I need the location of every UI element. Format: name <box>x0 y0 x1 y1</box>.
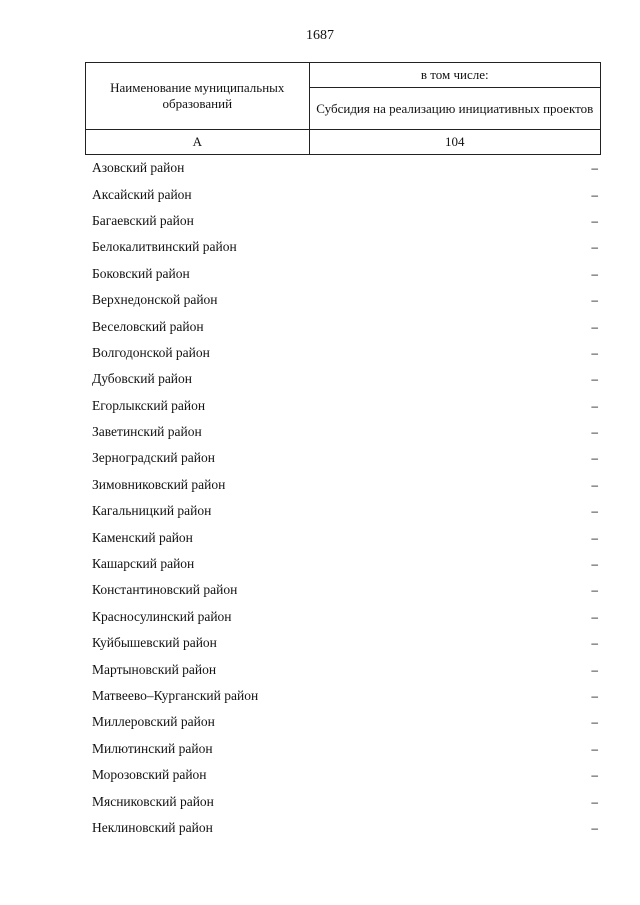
district-name: Каменский район <box>92 529 193 545</box>
district-name: Куйбышевский район <box>92 635 217 651</box>
column-code-a: А <box>86 130 310 155</box>
subsidy-value: – <box>591 662 598 677</box>
table-header <box>85 62 601 155</box>
table-row <box>92 630 598 656</box>
table-row <box>92 524 598 550</box>
subsidy-value: – <box>591 293 598 308</box>
table-row <box>92 181 598 207</box>
subsidy-value: – <box>591 557 598 572</box>
table-row <box>92 762 598 788</box>
subsidy-value: – <box>591 451 598 466</box>
district-name: Зимовниковский район <box>92 476 226 492</box>
subsidy-value: – <box>591 372 598 387</box>
table-row <box>92 683 598 709</box>
district-name: Неклиновский район <box>92 819 213 835</box>
subsidy-value: – <box>591 794 598 809</box>
district-name: Миллеровский район <box>92 714 215 730</box>
page-number: 1687 <box>306 28 334 43</box>
subsidy-value: – <box>591 266 598 281</box>
subsidy-value: – <box>591 477 598 492</box>
district-name: Мартыновский район <box>92 661 217 677</box>
subsidy-value: – <box>591 715 598 730</box>
district-name: Дубовский район <box>92 371 193 387</box>
table-row <box>92 287 598 313</box>
district-name: Кашарский район <box>92 556 195 572</box>
subsidy-value: – <box>591 187 598 202</box>
district-name: Константиновский район <box>92 582 238 598</box>
district-name: Матвеево–Курганский район <box>92 688 259 703</box>
subsidy-value: – <box>591 583 598 598</box>
table-row <box>92 604 598 630</box>
column-code-104: 104 <box>309 130 600 155</box>
table-row <box>92 709 598 735</box>
column-group-title: в том числе: <box>309 63 600 88</box>
district-name: Багаевский район <box>92 212 194 228</box>
table-row <box>92 155 598 181</box>
district-name: Морозовский район <box>92 767 207 783</box>
column-title-municipality: Наименование муниципальных образований <box>86 63 310 130</box>
subsidy-value: – <box>591 398 598 413</box>
district-name: Мясниковский район <box>92 793 214 809</box>
district-name: Веселовский район <box>92 318 204 334</box>
table-row <box>92 577 598 603</box>
table-row <box>92 393 598 419</box>
table-row <box>92 366 598 392</box>
table-row <box>92 551 598 577</box>
table-row <box>92 261 598 287</box>
subsidy-value: – <box>591 161 598 176</box>
table-row <box>92 419 598 445</box>
subsidy-value: – <box>591 240 598 255</box>
subsidy-value: – <box>591 213 598 228</box>
district-name: Азовский район <box>92 160 185 176</box>
subsidy-value: – <box>591 741 598 756</box>
table-row <box>92 313 598 339</box>
subsidy-value: – <box>591 768 598 783</box>
subsidy-value: – <box>591 425 598 440</box>
subsidy-value: – <box>591 319 598 334</box>
district-name: Заветинский район <box>92 424 202 440</box>
district-name: Волгодонской район <box>92 344 210 360</box>
table-row <box>92 234 598 260</box>
subsidy-value: – <box>591 609 598 624</box>
table-row <box>92 445 598 471</box>
subsidy-value: – <box>591 820 598 835</box>
district-name: Зерноградский район <box>92 450 215 466</box>
district-name: Белокалитвинский район <box>92 239 237 255</box>
table-row <box>92 340 598 366</box>
subsidy-value: – <box>591 530 598 545</box>
district-name: Кагальницкий район <box>92 503 212 519</box>
district-name: Милютинский район <box>92 740 213 756</box>
subsidy-value: – <box>591 345 598 360</box>
table-row <box>92 498 598 524</box>
district-name: Верхнедонской район <box>92 292 218 308</box>
table-row <box>92 736 598 762</box>
subsidy-value: – <box>591 504 598 519</box>
table-row <box>92 472 598 498</box>
table-row <box>92 656 598 682</box>
table-row <box>92 815 598 841</box>
district-name: Красносулинский район <box>92 608 232 624</box>
district-list <box>92 155 598 841</box>
table-row <box>92 788 598 814</box>
district-name: Аксайский район <box>92 186 192 202</box>
subsidy-value: – <box>591 636 598 651</box>
district-name: Боковский район <box>92 265 190 281</box>
district-name: Егорлыкский район <box>92 397 206 413</box>
table-row <box>92 208 598 234</box>
subsidy-value: – <box>591 689 598 703</box>
column-title-subsidy: Субсидия на реализацию инициативных проектов <box>309 88 600 130</box>
